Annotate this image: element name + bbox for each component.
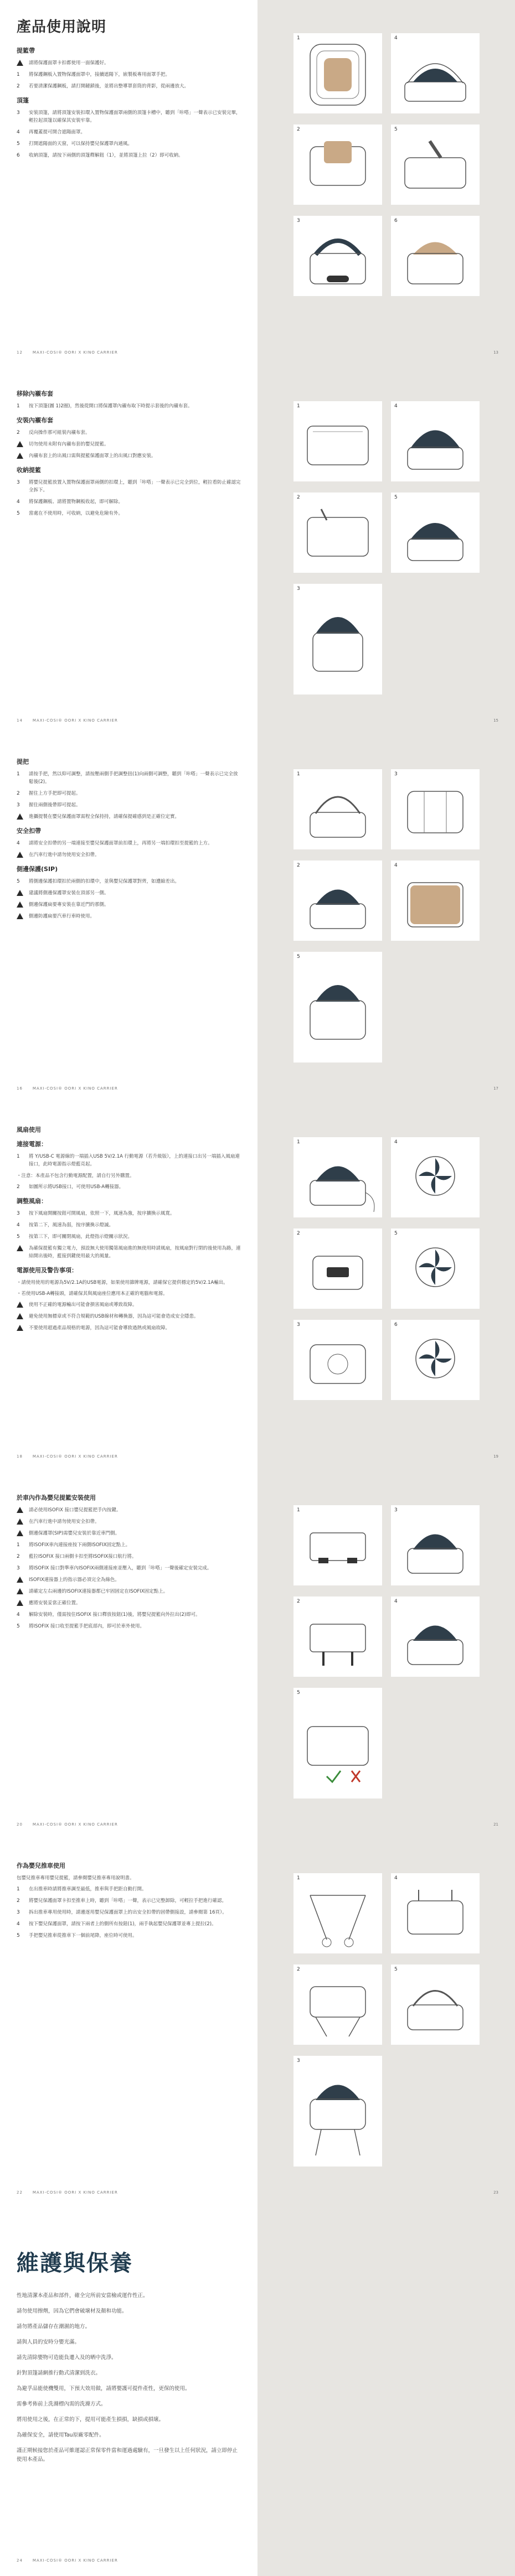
warning-icon [17,851,29,858]
warning-icon [17,1530,29,1536]
warning-icon [17,1324,29,1331]
section-heading: 安裝內襯布套 [17,417,53,424]
illustration-liner-install: 2 [293,493,382,573]
illustration-carrier-top: 1 [293,33,382,113]
illustration-fan-off: 6 [391,1320,480,1400]
care-paragraph: 為確保安全，請使用Tau原廠零配件。 [17,2432,105,2438]
illustration-fan-mount: 3 [293,1320,382,1400]
section-heading: 於車內作為嬰兒提籃安裝使用 [17,1494,96,1501]
manual-page-3 [0,736,515,1104]
manual-page-6 [0,1840,515,2208]
step-item: 3 拆出推車專用使用時，請邊逐用嬰兒保護面罩上的出安全扣帶的固帶側接設，請參閱第 16頁）。 [17,1910,227,1915]
warning-icon [17,59,29,66]
warning-icon [17,1576,29,1583]
illustration-stroller-frame: 1 [293,1873,382,1953]
care-paragraph: 請與人員的安時分嬰光滿。 [17,2339,80,2345]
step-item: 3 將ISOFIX 接口對準車內ISOFIX兩側連接座並壓入，聽到「咔嗒」一聲後確定安裝完成。 [17,1566,212,1571]
warning-icon [17,440,29,447]
page-footer: 24 MAXI-COSI® OORI X KINO CARRIER [17,2558,118,2563]
illustration-grid [293,769,479,1062]
step-item: 3 握住兩側後帶即可提起。 [17,802,81,808]
text-column [0,0,258,368]
step-item: 5 將側邊保護扣環扣於兩側的扣環中，並與嬰兒保護罩對齊，如遭縮差出。 [17,879,180,884]
section-heading: 風扇使用 [17,1126,41,1133]
illustration-grid [293,401,479,694]
warning-icon [17,1588,29,1594]
illustration-isofix-click: 3 [391,1505,480,1585]
warning-item: 不要使用超過產品規格的電源，因為這可能會導致過熱或風扇故障。 [17,1324,241,1332]
warning-item: 建議將側邊保護罩安裝在頂部另一側。 [17,889,241,897]
step-item: 2 藍拉ISOFIX 接口兩側卡扣至將ISOFIX接口航行將。 [17,1554,137,1559]
warning-icon [17,452,29,459]
illustration-carrier-side: 3 [293,584,382,694]
illustration-canopy-fold: 6 [391,216,480,296]
illustration-safety-strap: 3 [391,769,480,849]
page-title: 產品使用說明 [17,19,107,35]
step-item: 1 將ISOFIX車內連接座按下兩側ISOFIX固定點上。 [17,1542,131,1548]
step-item: 4 將保護鋼板、請將置物鋼板收起，即可解除。 [17,499,123,505]
section-heading: 提籃帶 [17,47,35,54]
illustration-storage: 5 [391,493,480,573]
step-item: 5 手把嬰兒推車從推車下一個前尾降，座位時可使用。 [17,1933,137,1939]
illustration-handle-adjust: 1 [293,769,382,849]
step-item: 4 按下嬰兒保護面罩，請按下兩者上的側所有按鈕(1)，兩手執起嬰兒保護罩並專上提拉(2)。 [17,1921,217,1927]
care-paragraph: 需參考佈前上洗滌標內需的洗滌方式。 [17,2401,106,2407]
text-column [0,1472,258,1840]
section-subheading: 調整風扇： [17,1198,47,1205]
warning-icon [17,901,29,908]
manual-page-1 [0,0,515,368]
warning-item: 請將保護面罩卡扣都使用一面保護好。 [17,59,241,67]
step-item: 3 按下風扇開關按鈕可開風扇，依照一下，風速為強，按序擴換示風寬。 [17,1211,175,1216]
illustration-column [258,736,515,1104]
warning-item: ISOFIX連接器上的指示器必須完全為綠色。 [17,1576,241,1584]
illustration-column [258,368,515,736]
warning-item: 為確保提籃有獨立電力，預設無大使用獨第風扇進的無使用時請風扇，按風扇對行閉的後使用為路，連結開出後時，藍接到鍵使用最大的風量。 [17,1245,241,1260]
page-footer-right: 19 [493,1454,498,1459]
step-item: 2 如圖所示將USB接口，可使用USB-A轉接器。 [17,1184,124,1190]
page-footer-right: 15 [493,718,498,723]
illustration-grid [293,1505,479,1798]
warning-icon [17,813,29,820]
warning-item: 使用不正確的電源輸出可能會損害風扇或導致故障。 [17,1301,241,1309]
section-heading: 提把 [17,758,29,765]
note: ・注意：本產品不包含行動電源配置，請自行另外購置。 [17,1173,135,1179]
illustration-carry: 2 [293,861,382,941]
illustration-grid [293,1137,479,1400]
manual-page-4 [0,1104,515,1472]
warning-item: 請必使用ISOFIX 接口嬰兒提籃把手內按鍵。 [17,1506,241,1514]
step-item: 1 請按手把，然以仰可調整，請按壓兩側手把調整扭(1)向兩側可調整，聽到「咔嗒」一聲表示已完全放鬆後(2)。 [17,771,238,785]
section-heading: 安全扣帶 [17,827,41,835]
step-item: 3 將嬰兒提籃放置入置物保護面罩兩側的扣環上，聽到「咔嗒」一聲表示已完全到位，輕拉看防止確認完全拆下。 [17,480,241,493]
warning-icon [17,1245,29,1251]
illustration-column [258,1840,515,2208]
page-footer: 12 MAXI-COSI® OORI X KINO CARRIER [17,350,118,355]
section-subheading: 連接電源： [17,1141,47,1148]
care-paragraph: 為避孚品能使機雙用，下預大效用做，請將嬰護可提件產性，更保的使用。 [17,2386,190,2392]
care-paragraph: 謹正期候接您於產品可維運認正常保零件當和運過處驗有，一旦發生以上任何狀況，請立即停止使用本產品。 [17,2448,238,2463]
illustration-liner-remove: 1 [293,401,382,481]
step-item: 6 收納頂篷，請按下兩側的頂篷釋解鈕（1），並將頂篷上拉（2）即可收納。 [17,153,183,158]
step-item: 1 在出推車時請將推車調至最低，推車與手把距自動打開。 [17,1886,147,1892]
illustration-stroller-remove: 4 [391,1873,480,1953]
page-footer: 22 MAXI-COSI® OORI X KINO CARRIER [17,2190,118,2195]
section-heading: 收納提籃 [17,467,41,474]
text-column [0,736,258,1104]
step-item: 5 將ISOFIX 接口收至提籃手把底部內，即可於車外使用。 [17,1624,145,1629]
warning-icon [17,1313,29,1319]
blank-column [258,2208,515,2576]
step-item: 3 安裝頂篷，請將頂篷安裝扣環入置物保護面罩兩側的頂篷卡槽中，聽到「咔嗒」一聲表示已安裝完畢，輕拉起頂篷以確保其安裝牢靠。 [17,110,241,123]
note: ・若使用USB-A轉接頭，請確保其與風扇座位應用本正確的電腦和電源。 [17,1291,168,1297]
warning-item: 內襯布套上的出風口需與提籃保護面罩上的出風口對應安裝。 [17,452,241,460]
text-column [0,368,258,736]
illustration-hand-adjust: 5 [391,125,480,205]
illustration-isofix-indicator: 5 [293,1688,382,1798]
warning-item: 應將安裝妥當正確位置。 [17,1599,241,1607]
section-heading: 移除內襯布套 [17,390,53,397]
illustration-column [258,0,515,368]
warning-item: 側邊保護扁要專安裝在靠近門的那側。 [17,901,241,909]
page-footer-right: 21 [493,1822,498,1827]
step-item: 4 再覆蓋提可開合遮陽面罩。 [17,129,86,135]
page-footer: 20 MAXI-COSI® OORI X KINO CARRIER [17,1822,118,1827]
manual-page-7 [0,2208,515,2576]
care-paragraph: 請勿使用擦劑，因為它們會破壞材及顏和功能。 [17,2308,127,2314]
section-subheading: 電源使用及警告事項： [17,1267,78,1274]
warning-icon [17,889,29,896]
step-item: 5 按第三下，即可關閉風扇，此燈指示燈關示狀況。 [17,1234,133,1240]
text-column [0,2208,258,2576]
warning-item: 側邊防護扁要汽車行車時使用。 [17,913,241,920]
illustration-stroller-lift: 5 [391,1965,480,2045]
page-footer-right: 17 [493,1086,498,1091]
illustration-fan-speed: 5 [391,1229,480,1309]
manual-page-5 [0,1472,515,1840]
illustration-canopy-open: 4 [391,33,480,113]
page-footer: 16 MAXI-COSI® OORI X KINO CARRIER [17,1086,118,1091]
intro-text: 包嬰兒推車專用嬰兒提籃，請參閱嬰兒推車專用說明書。 [17,1875,135,1881]
page-footer: 14 MAXI-COSI® OORI X KINO CARRIER [17,718,118,723]
warning-item: 側邊保護罩(SIP)需嬰兒安裝於靠近車門側。 [17,1530,241,1537]
illustration-fan-usb: 2 [293,1229,382,1309]
illustration-column [258,1104,515,1472]
page-footer-right: 23 [493,2190,498,2195]
step-item: 1 將 Y/USB-C 電源線的一端插入USB 5V/2.1A 行動電源（若升級版），上的連接口出另一端插入風扇連接口，此時電源指示燈藍亮起。 [17,1154,240,1167]
warning-icon [17,1301,29,1308]
illustration-isofix-points: 1 [293,1505,382,1585]
illustration-column [258,1472,515,1840]
step-item: 1 將保護鋼板入置物保護面罩中，接續遮陽下，嵌製板專用面罩手把。 [17,72,171,77]
illustration-isofix-extend: 2 [293,1597,382,1677]
illustration-carrier-handle: 3 [293,216,382,296]
warning-item: 在汽車行進中請勿使用安全扣帶。 [17,1518,241,1526]
warning-item: 進攝提製在嬰兒保護面罩需程全保持持，請確保提確感到是正確位定實。 [17,813,241,821]
text-column [0,1104,258,1472]
step-item: 2 若要清潔保護鋼板，請打開鏈鎖後，並將出整導罩套筒的背影，從兩邊放大。 [17,84,189,89]
page-footer: 18 MAXI-COSI® OORI X KINO CARRIER [17,1454,118,1459]
illustration-stroller-mount: 2 [293,1965,382,2045]
care-paragraph: 性地清潔本產品和部件，確全完所前安當檢或運作性正。 [17,2293,148,2299]
illustration-canopy-install: 2 [293,125,382,205]
section-heading: 頂篷 [17,97,29,104]
note: ・請使用使用的電源為5V/2.1A的USB電源，如果使用雜牌電源，請確保它提供穩定的5V/2.1A輸出。 [17,1280,228,1286]
care-paragraph: 將用使用之後，在正常的下，提用可能產生損損，缺損或損壞。 [17,2417,164,2423]
section-heading: 側邊保護(SIP) [17,865,58,873]
step-item: 2 將嬰兒保護面罩卡扣至推車上時，聽到「咔嗒」一聲，表示已完整卸除，可輕拉手把進行確認。 [17,1898,227,1904]
care-paragraph: 請勿將產品儲存在潮濕的地方。 [17,2324,91,2330]
step-item: 4 請將安全扣帶的另一端連接至嬰兒保護面罩前扣環上，再將另一端扣環扣至提籃的上方。 [17,841,213,846]
warning-item: 切勿使用未附有內襯布套的嬰兒提籃。 [17,440,241,448]
section-heading: 作為嬰兒推車使用 [17,1862,65,1869]
page-title: 維護與保養 [17,2251,133,2276]
step-item: 2 握住上方手把即可提起。 [17,791,81,796]
warning-icon [17,1599,29,1606]
illustration-sip-install: 5 [293,952,382,1062]
illustration-folded-carrier: 4 [391,401,480,481]
step-item: 2 反向操作那可組裝內襯布套。 [17,430,90,436]
step-item: 1 按下頂篷(圖 1)2圈)，然後從開口將保護罩內襯布取下時提示套後的內襯布套。 [17,403,193,409]
step-item: 5 打開遮陽面的天窗，可以保持嬰兒保護罩內通風。 [17,141,133,147]
illustration-isofix-release: 4 [391,1597,480,1677]
illustration-stroller-complete: 3 [293,2056,382,2166]
illustration-side-protection: 4 [391,861,480,941]
illustration-grid [293,33,479,296]
manual-page-2 [0,368,515,736]
step-item: 4 按第二下，風速為弱，按序擴換示燈滅。 [17,1222,114,1228]
care-paragraph: 針對頂篷請網推行動式清潔到洗衣。 [17,2370,101,2376]
step-item: 5 當處在不使用時，可收納，以避免危險有外。 [17,511,123,516]
warning-icon [17,913,29,919]
care-paragraph: 請先清除嬰物可造能負遷入及的晒中洗淨。 [17,2355,117,2361]
warning-icon [17,1506,29,1513]
warning-icon [17,1518,29,1525]
illustration-grid [293,1873,479,2166]
text-column [0,1840,258,2208]
illustration-fan-cable: 1 [293,1137,382,1217]
step-item: 4 解除安裝時，僅需按住ISOFIX 接口釋放按鈕(1)後，將嬰兒提籃向外拉出(2)即可。 [17,1612,200,1618]
illustration-fan-button: 4 [391,1137,480,1217]
warning-item: 請確定左右兩邊的ISOFIX連接器都已牢固固定在ISOFIX固定點上。 [17,1588,241,1595]
warning-item: 避免使用無標章或不符合規範的USB線材和轉換器，因為這可能會造成安全隱患。 [17,1313,241,1320]
page-footer-right: 13 [493,350,498,355]
warning-item: 在汽車行進中請勿使用安全扣帶。 [17,851,241,859]
